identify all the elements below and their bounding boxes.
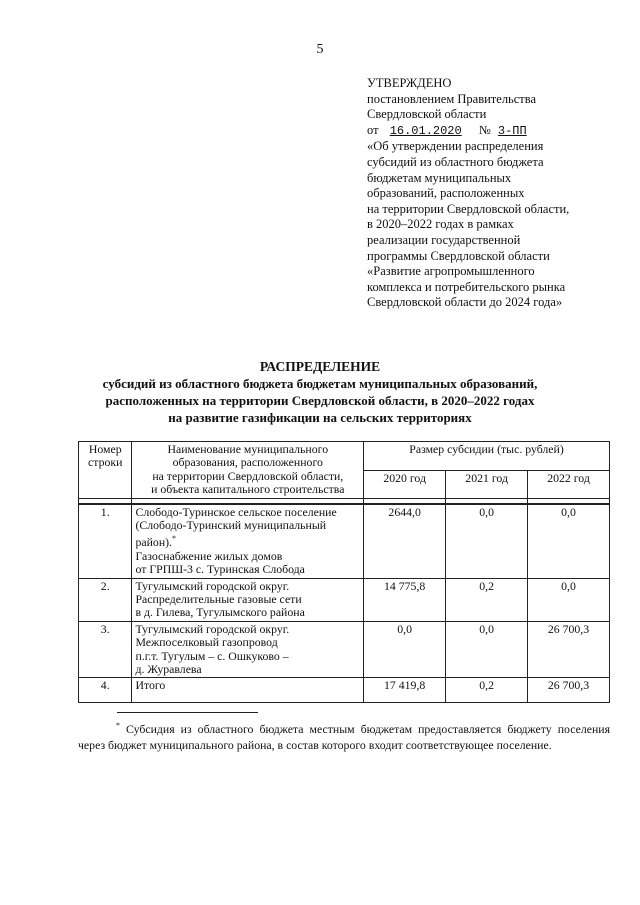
row-name — [132, 678, 364, 703]
approval-subject-line: «Развитие агропромышленного — [367, 264, 535, 279]
approval-date-line — [367, 123, 617, 140]
header-year: 2022 год — [528, 471, 610, 499]
table-header-row — [79, 442, 610, 471]
approval-subject-line: «Об утверждении распределения — [367, 139, 544, 154]
approval-heading: УТВЕРЖДЕНО — [367, 76, 452, 90]
approval-subject-line: на территории Свердловской области, — [367, 201, 570, 216]
row-value-2022: 0,0 — [528, 578, 610, 621]
footnote-mark: * — [116, 721, 120, 730]
approval-subject-line: образований, расположенных — [367, 186, 525, 201]
row-name-line: Тугулымский городской округ. — [135, 621, 290, 636]
row-num: 4. — [79, 678, 132, 703]
table-row — [79, 578, 610, 621]
row-name-line: Газоснабжение жилых домов — [135, 548, 283, 563]
row-name-line: Тугулымский городской округ. — [135, 578, 290, 593]
row-name — [132, 504, 364, 578]
row-value-2021: 0,0 — [446, 621, 528, 678]
approval-subject-line: комплекса и потребительского рынка — [367, 279, 566, 294]
date-prefix: от — [367, 122, 379, 137]
footnote-text: Субсидия из областного бюджета местным бюджетам предоставляется бюджету поселения через бюджет муниципального района, в состав которого входит соответствующее поселение. — [78, 721, 610, 753]
footnote-mark: * — [172, 534, 177, 544]
row-name-line: в д. Гилева, Тугулымского района — [135, 605, 305, 620]
footnote — [78, 718, 610, 754]
approval-line: Свердловской области — [367, 107, 487, 122]
header-name-line: на территории Свердловской области, — [152, 468, 344, 483]
table-row — [79, 621, 610, 678]
row-num: 3. — [79, 621, 132, 678]
decree-number: 3-ПП — [497, 123, 527, 138]
header-year: 2020 год — [364, 471, 446, 499]
row-name-line: д. Журавлева — [135, 662, 202, 677]
row-name-line: Распределительные газовые сети — [135, 591, 302, 606]
row-name-line: район).* — [135, 534, 177, 550]
row-name — [132, 578, 364, 621]
approval-subject-line: бюджетам муниципальных — [367, 170, 512, 185]
footnote-divider — [117, 712, 258, 713]
header-name-line: Наименование муниципального — [167, 442, 329, 456]
row-value-2020: 2644,0 — [364, 504, 446, 578]
header-name — [132, 442, 364, 499]
row-name-line: (Слободо-Туринский муниципальный — [135, 518, 327, 533]
table-row — [79, 504, 610, 578]
header-name-line: образования, расположенного — [172, 455, 323, 470]
row-name-line: Итого — [135, 678, 166, 693]
row-value-2021: 0,0 — [446, 504, 528, 578]
distribution-table — [78, 441, 610, 703]
page-number: 5 — [316, 42, 324, 57]
row-name-line: от ГРПШ-3 с. Туринская Слобода — [135, 562, 305, 577]
row-name — [132, 621, 364, 678]
row-name-line: Слободо-Туринское сельское поселение — [135, 504, 337, 519]
row-value-2022: 26 700,3 — [528, 621, 610, 678]
row-name-line: Межпоселковый газопровод — [135, 635, 278, 650]
row-value-2022: 0,0 — [528, 504, 610, 578]
document-title — [0, 358, 640, 426]
row-name-line: п.г.т. Тугулым – с. Ошкуково – — [135, 648, 289, 663]
approval-line: постановлением Правительства — [367, 91, 537, 106]
approval-block — [367, 76, 617, 311]
decree-date: 16.01.2020 — [389, 123, 462, 138]
header-year: 2021 год — [446, 471, 528, 499]
header-amount: Размер субсидии (тыс. рублей) — [364, 442, 610, 471]
row-value-2021: 0,2 — [446, 578, 528, 621]
approval-subject-line: в 2020–2022 годах в рамках — [367, 217, 514, 232]
row-num: 1. — [79, 504, 132, 578]
row-value-2021: 0,2 — [446, 678, 528, 703]
header-num-line: Номер — [88, 442, 122, 456]
row-value-2022: 26 700,3 — [528, 678, 610, 703]
approval-subject-line: программы Свердловской области — [367, 248, 550, 263]
row-value-2020: 17 419,8 — [364, 678, 446, 703]
title-main: РАСПРЕДЕЛЕНИЕ — [259, 359, 381, 374]
header-name-line: и объекта капитального строительства — [151, 482, 345, 497]
title-line: на развитие газификации на сельских территориях — [168, 410, 472, 425]
number-prefix: № — [478, 122, 491, 137]
header-num — [79, 442, 132, 499]
row-value-2020: 14 775,8 — [364, 578, 446, 621]
row-num: 2. — [79, 578, 132, 621]
table-row — [79, 678, 610, 703]
row-value-2020: 0,0 — [364, 621, 446, 678]
approval-subject-line: реализации государственной — [367, 232, 521, 247]
approval-subject-line: Свердловской области до 2024 года» — [367, 295, 563, 310]
title-line: расположенных на территории Свердловской области, в 2020–2022 годах — [105, 393, 535, 408]
header-num-line: строки — [88, 455, 123, 470]
approval-subject-line: субсидий из областного бюджета — [367, 154, 544, 169]
title-line: субсидий из областного бюджета бюджетам муниципальных образований, — [102, 376, 538, 391]
